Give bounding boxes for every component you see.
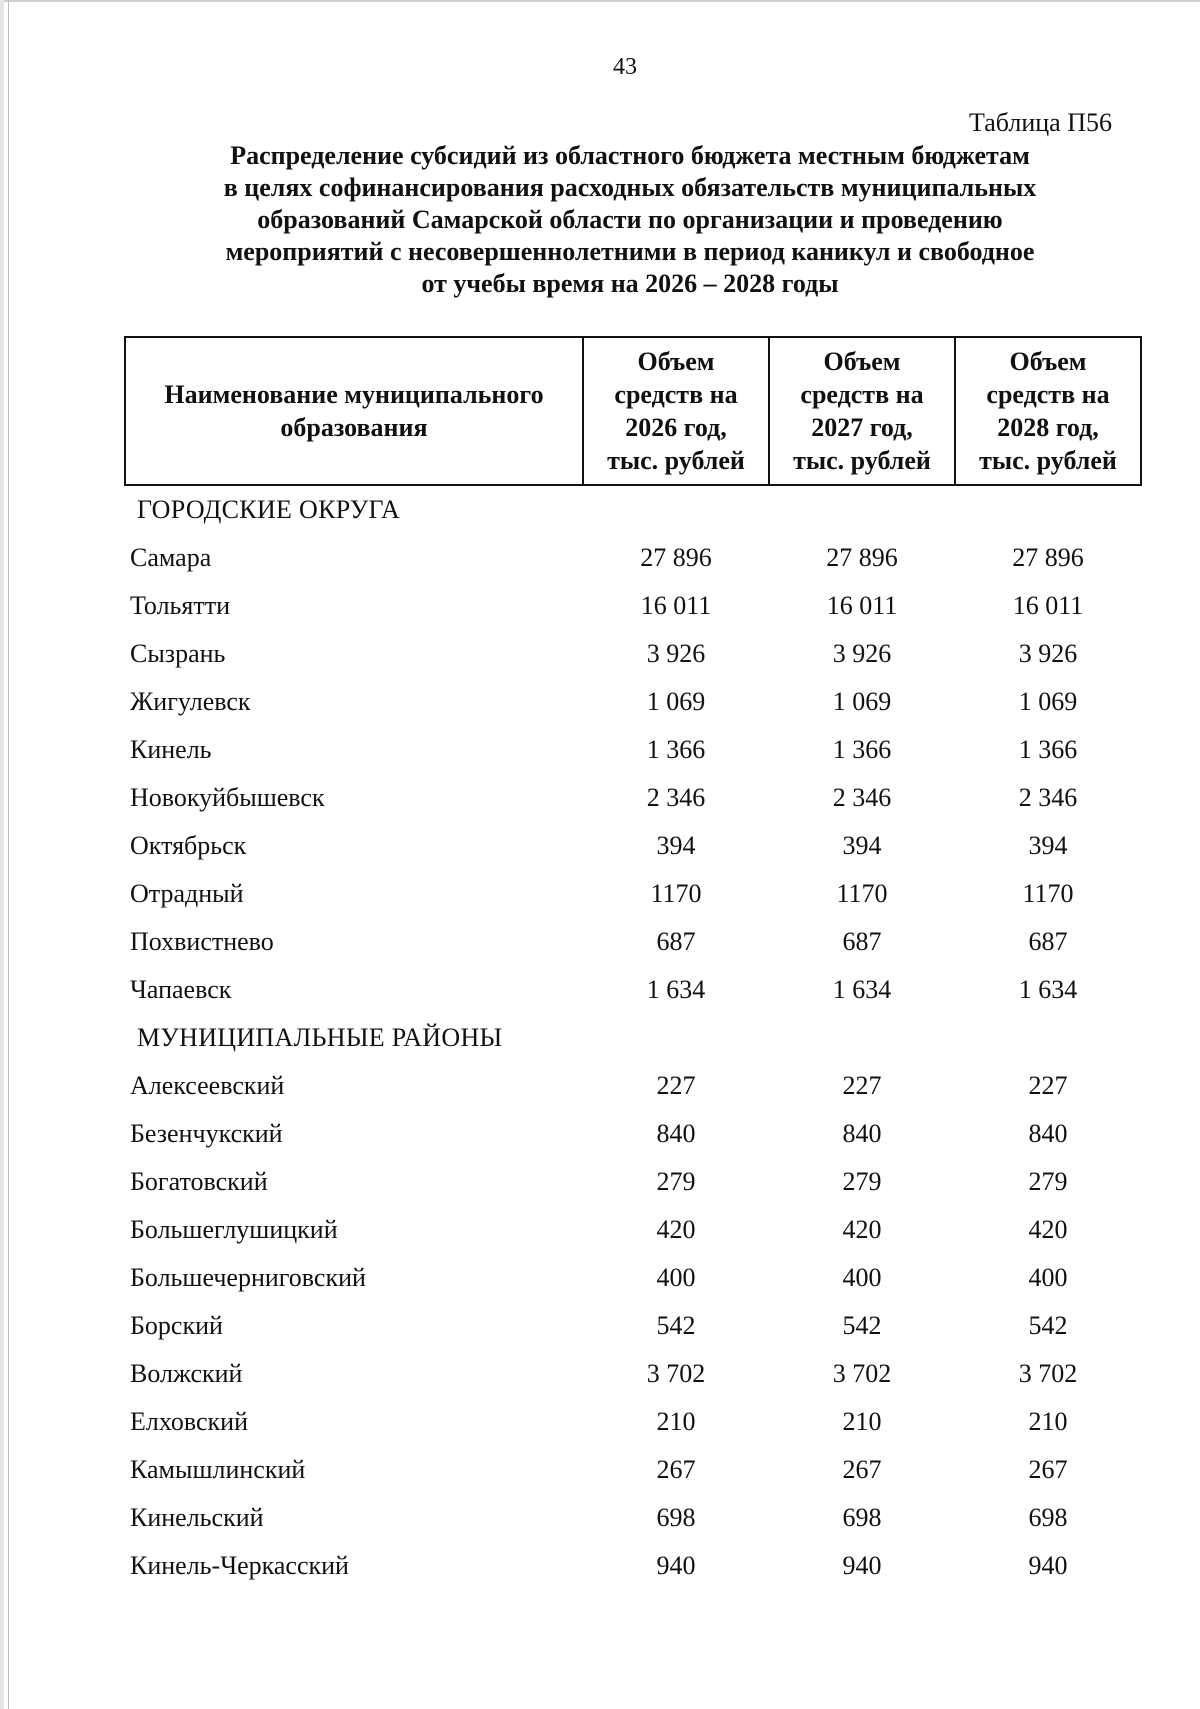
value-2028: 394 — [1028, 831, 1068, 860]
table-row — [125, 1494, 1141, 1542]
scan-left-edge-shadow — [0, 0, 4, 1709]
table-row — [125, 822, 1141, 870]
table-row — [125, 1206, 1141, 1254]
table-row — [125, 726, 1141, 774]
table-row — [125, 1302, 1141, 1350]
value-2026: 16 011 — [640, 591, 712, 620]
municipality-name: Волжский — [130, 1359, 243, 1388]
value-2028: 279 — [1028, 1167, 1068, 1196]
section-header-row — [125, 1014, 1141, 1062]
value-2028: 1 069 — [1018, 687, 1078, 716]
document-title — [140, 140, 1120, 300]
value-2027: 3 702 — [832, 1359, 892, 1388]
municipality-name: Безенчукский — [130, 1119, 283, 1148]
header-2027: Объем средств на 2027 год, тыс. рублей — [769, 337, 955, 485]
municipality-name: Сызрань — [130, 639, 226, 668]
municipality-name: Алексеевский — [130, 1071, 285, 1100]
value-2027: 687 — [842, 927, 882, 956]
value-2027: 1170 — [836, 879, 888, 908]
value-2028: 698 — [1028, 1503, 1068, 1532]
value-2026: 267 — [656, 1455, 696, 1484]
value-2028: 3 702 — [1018, 1359, 1078, 1388]
value-2027: 840 — [842, 1119, 882, 1148]
title-line: образований Самарской области по организации и проведению — [257, 205, 1003, 234]
header-municipality: Наименование муниципального образования — [125, 337, 583, 485]
title-line: от учебы время на 2026 – 2028 годы — [421, 269, 839, 298]
municipality-name: Чапаевск — [130, 975, 232, 1004]
value-2026: 840 — [656, 1119, 696, 1148]
scan-top-edge — [0, 0, 1200, 2]
value-2026: 542 — [656, 1311, 696, 1340]
subsidy-table — [124, 336, 1142, 1590]
table-row — [125, 1254, 1141, 1302]
value-2027: 400 — [842, 1263, 882, 1292]
section-title: ГОРОДСКИЕ ОКРУГА — [137, 495, 401, 524]
table-row — [125, 582, 1141, 630]
table-row — [125, 870, 1141, 918]
value-2028: 1 634 — [1018, 975, 1078, 1004]
value-2026: 940 — [656, 1551, 696, 1580]
table-body — [125, 485, 1141, 1590]
value-2027: 227 — [842, 1071, 882, 1100]
header-2026: Объем средств на 2026 год, тыс. рублей — [583, 337, 769, 485]
municipality-name: Новокуйбышевск — [130, 783, 325, 812]
table-row — [125, 966, 1141, 1014]
value-2026: 3 702 — [646, 1359, 706, 1388]
municipality-name: Борский — [130, 1311, 223, 1340]
value-2026: 1170 — [650, 879, 702, 908]
value-2026: 1 634 — [646, 975, 706, 1004]
value-2028: 840 — [1028, 1119, 1068, 1148]
table-row — [125, 1542, 1141, 1590]
value-2028: 542 — [1028, 1311, 1068, 1340]
municipality-name: Октябрьск — [130, 831, 247, 860]
municipality-name: Тольятти — [130, 591, 231, 620]
value-2026: 210 — [656, 1407, 696, 1436]
table-row — [125, 678, 1141, 726]
municipality-name: Большеглушицкий — [130, 1215, 338, 1244]
value-2028: 1170 — [1022, 879, 1074, 908]
value-2027: 698 — [842, 1503, 882, 1532]
value-2028: 267 — [1028, 1455, 1068, 1484]
value-2027: 1 069 — [832, 687, 892, 716]
table-label: Таблица П56 — [969, 108, 1112, 137]
value-2026: 394 — [656, 831, 696, 860]
value-2028: 27 896 — [1012, 543, 1084, 572]
table-row — [125, 1110, 1141, 1158]
table-row — [125, 774, 1141, 822]
municipality-name: Похвистнево — [130, 927, 274, 956]
value-2026: 687 — [656, 927, 696, 956]
municipality-name: Богатовский — [130, 1167, 268, 1196]
value-2026: 1 366 — [646, 735, 706, 764]
value-2027: 27 896 — [826, 543, 898, 572]
title-line: мероприятий с несовершеннолетними в период каникул и свободное — [225, 237, 1035, 266]
table-row — [125, 1158, 1141, 1206]
value-2026: 3 926 — [646, 639, 706, 668]
section-title: МУНИЦИПАЛЬНЫЕ РАЙОНЫ — [137, 1023, 503, 1052]
table-row — [125, 1446, 1141, 1494]
value-2028: 687 — [1028, 927, 1068, 956]
table-row — [125, 1350, 1141, 1398]
value-2028: 16 011 — [1012, 591, 1084, 620]
table-row — [125, 1062, 1141, 1110]
value-2027: 940 — [842, 1551, 882, 1580]
value-2028: 2 346 — [1018, 783, 1078, 812]
value-2027: 2 346 — [832, 783, 892, 812]
value-2027: 3 926 — [832, 639, 892, 668]
value-2028: 210 — [1028, 1407, 1068, 1436]
header-2028: Объем средств на 2028 год, тыс. рублей — [955, 337, 1141, 485]
municipality-name: Кинельский — [130, 1503, 264, 1532]
table-row — [125, 630, 1141, 678]
value-2028: 3 926 — [1018, 639, 1078, 668]
value-2026: 2 346 — [646, 783, 706, 812]
municipality-name: Самара — [130, 543, 212, 572]
municipality-name: Большечерниговский — [130, 1263, 366, 1292]
value-2027: 279 — [842, 1167, 882, 1196]
table-row — [125, 1398, 1141, 1446]
value-2028: 420 — [1028, 1215, 1068, 1244]
municipality-name: Елховский — [130, 1407, 248, 1436]
value-2028: 940 — [1028, 1551, 1068, 1580]
municipality-name: Жигулевск — [130, 687, 251, 716]
value-2026: 420 — [656, 1215, 696, 1244]
section-header-row — [125, 485, 1141, 534]
municipality-name: Камышлинский — [130, 1455, 306, 1484]
value-2028: 227 — [1028, 1071, 1068, 1100]
value-2028: 400 — [1028, 1263, 1068, 1292]
value-2026: 400 — [656, 1263, 696, 1292]
title-line: в целях софинансирования расходных обязательств муниципальных — [223, 173, 1037, 202]
value-2027: 16 011 — [826, 591, 898, 620]
value-2027: 1 634 — [832, 975, 892, 1004]
municipality-name: Кинель-Черкасский — [130, 1551, 349, 1580]
value-2027: 420 — [842, 1215, 882, 1244]
value-2027: 394 — [842, 831, 882, 860]
value-2028: 1 366 — [1018, 735, 1078, 764]
title-line: Распределение субсидий из областного бюджета местным бюджетам — [230, 141, 1030, 170]
value-2026: 1 069 — [646, 687, 706, 716]
scan-left-edge — [8, 0, 9, 1709]
table-header-row — [125, 337, 1141, 485]
table-row — [125, 534, 1141, 582]
value-2026: 698 — [656, 1503, 696, 1532]
value-2026: 27 896 — [640, 543, 712, 572]
value-2027: 210 — [842, 1407, 882, 1436]
page-number: 43 — [613, 54, 637, 80]
municipality-name: Отрадный — [130, 879, 244, 908]
value-2027: 542 — [842, 1311, 882, 1340]
municipality-name: Кинель — [130, 735, 212, 764]
value-2026: 227 — [656, 1071, 696, 1100]
value-2027: 1 366 — [832, 735, 892, 764]
table-row — [125, 918, 1141, 966]
value-2026: 279 — [656, 1167, 696, 1196]
value-2027: 267 — [842, 1455, 882, 1484]
